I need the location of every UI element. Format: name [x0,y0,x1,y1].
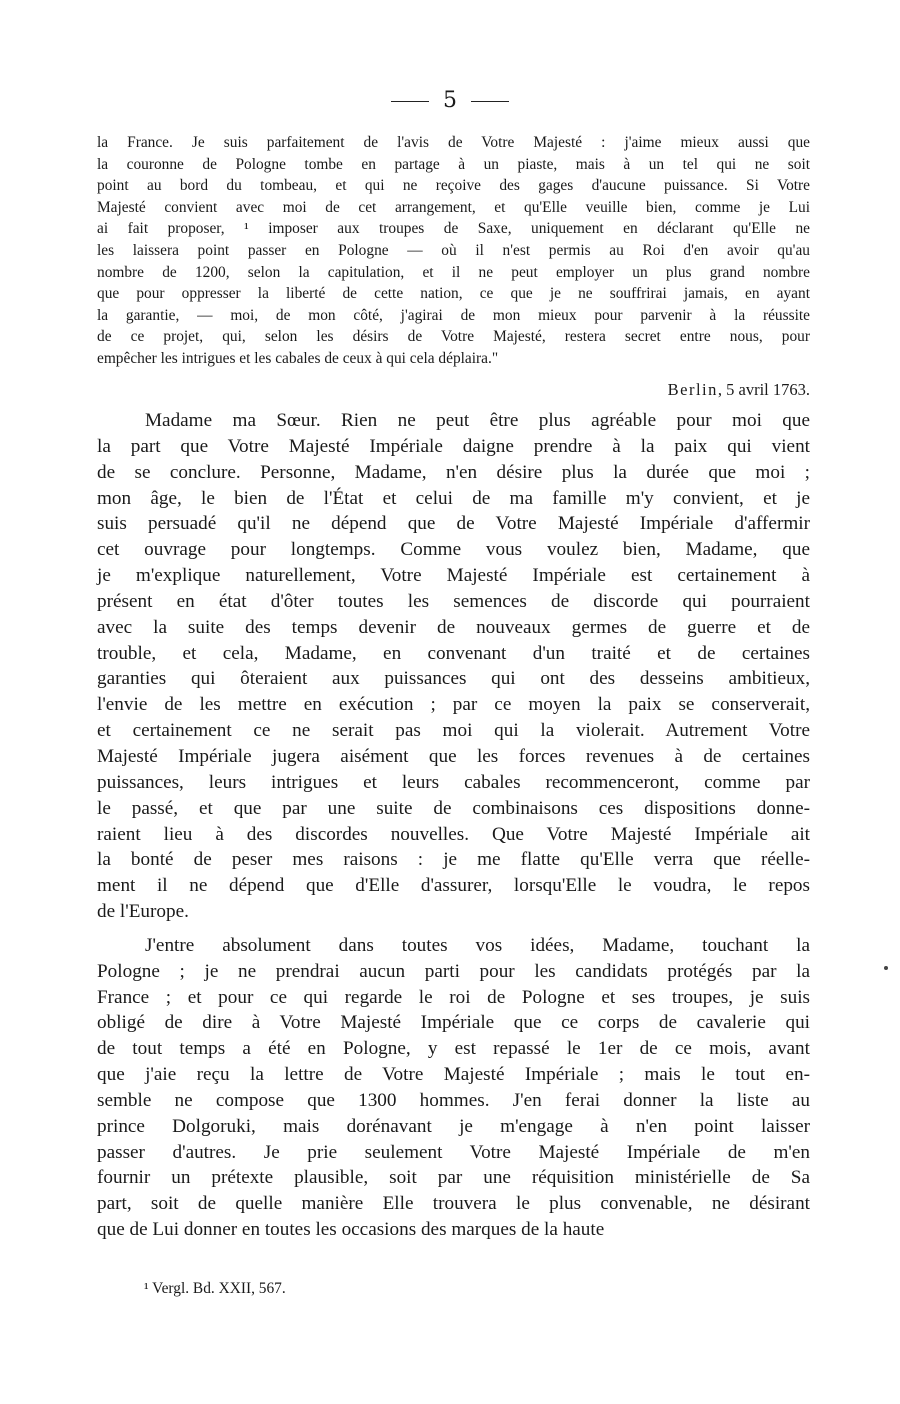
dateline-date: 5 avril 1763. [726,380,810,399]
paragraph-line: présent en état d'ôter toutes les semences de discorde qui pourraient [97,590,810,612]
paragraph-line: de l'Europe. [97,901,189,923]
paragraph-line: Madame ma Sœur. Rien ne peut être plus agréable pour moi que [145,410,810,431]
paragraph-line: Majesté Impériale jugera aisément que les forces revenues à de certaines [97,745,810,767]
paragraph-line: obligé de dire à Votre Majesté Impériale que ce corps de cavalerie qui [97,1012,810,1034]
paragraph-line: mon âge, le bien de l'État et celui de ma famille m'y convient, et je [97,487,810,509]
paragraph-line: la bonté de peser mes raisons : je me flatte qu'Elle verra que réelle- [97,849,810,871]
paragraph-line: France ; et pour ce qui regarde le roi de Pologne et ses troupes, je suis [97,986,810,1008]
paragraph-line: semble ne compose que 1300 hommes. J'en ferai donner la liste au [97,1089,810,1111]
paragraph-line: l'envie de les mettre en exécution ; par ce moyen la paix se conserverait, [97,694,810,716]
paragraph-line: que de Lui donner en toutes les occasions des marques de la haute [97,1219,605,1241]
page-header [0,88,900,113]
paragraph-gap [97,925,810,933]
paragraph-line: passer d'autres. Je prie seulement Votre Majesté Impériale de m'en [97,1141,810,1163]
paragraph-line: le passé, et que par une suite de combinaisons ces dispositions donne- [97,797,810,819]
paragraph-line: puissances, leurs intrigues et leurs cabales recommenceront, comme par [97,771,810,793]
paragraph-line: de se conclure. Personne, Madame, n'en désire plus la durée que moi ; [97,461,810,483]
letter-body [97,408,810,1243]
paragraph-line: raient lieu à des discordes nouvelles. Que Votre Majesté Impériale ait [97,823,810,845]
paragraph-line: je m'explique naturellement, Votre Majesté Impériale est certainement à [97,565,810,587]
dateline-sep: , [717,380,727,399]
paragraph-2 [97,933,810,1243]
paragraph-1 [97,408,810,925]
paragraph-line: et certainement ce ne serait pas moi qui la violerait. Autrement Votre [97,720,810,742]
paragraph-line: ment il ne dépend que d'Elle d'assurer, lorsqu'Elle le voudra, le repos [97,875,810,897]
excerpt-line: nombre de 1200, selon la capitulation, et il ne peut employer un plus grand nombre [97,263,810,281]
paragraph-line: garanties qui ôteraient aux puissances qui ont des desseins ambitieux, [97,668,810,690]
paragraph-line: que j'aie reçu la lettre de Votre Majesté Impériale ; mais le tout en- [97,1064,810,1086]
excerpt-line: la France. Je suis parfaitement de l'avis de Votre Majesté : j'aime mieux aussi que [97,134,810,151]
paragraph-line: cet ouvrage pour longtemps. Comme vous voulez bien, Madame, que [97,539,810,561]
excerpt-line: Majesté convient avec moi de cet arrangement, et qu'Elle veuille bien, comme je Lui [97,198,810,216]
paragraph-line: part, soit de quelle manière Elle trouvera le plus convenable, ne désirant [97,1193,810,1215]
letter-excerpt [97,132,810,370]
footnote: ¹ Vergl. Bd. XXII, 567. [144,1280,286,1297]
excerpt-line: la couronne de Pologne tombe en partage à un piaste, mais à un tel qui ne soit [97,155,810,173]
excerpt-line: que pour oppresser la liberté de cette nation, ce que je ne souffrirai jamais, en ayant [97,285,810,303]
header-rule-left [391,101,429,102]
excerpt-line: les laissera point passer en Pologne — où il n'est permis au Roi d'en avoir qu'au [97,241,810,259]
page-number: 5 [443,88,457,113]
excerpt-line: la garantie, — moi, de mon côté, j'agirai de mon mieux pour parvenir à la réussite [97,306,810,324]
paragraph-line: avec la suite des temps devenir de nouveaux germes de guerre et de [97,616,810,638]
excerpt-line: de ce projet, qui, selon les désirs de Votre Majesté, restera secret entre nous, pour [97,328,810,346]
header-rule-right [471,101,509,102]
paragraph-line: fournir un prétexte plausible, soit par une réquisition ministérielle de Sa [97,1167,810,1189]
paragraph-line: J'entre absolument dans toutes vos idées, Madame, touchant la [145,934,810,956]
excerpt-line: point au bord du tombeau, et qui ne reçoive des gages d'aucune puissance. Si Votre [97,177,810,195]
dateline [668,380,810,400]
paragraph-line: trouble, et cela, Madame, en convenant d'un traité et de certaines [97,642,810,664]
paragraph-line: la part que Votre Majesté Impériale daigne prendre à la paix qui vient [97,435,810,457]
paragraph-line: Pologne ; je ne prendrai aucun parti pour les candidats protégés par la [97,960,810,982]
paragraph-line: de tout temps a été en Pologne, y est repassé le 1er de ce mois, avant [97,1038,810,1060]
paragraph-line: prince Dolgoruki, mais dorénavant je m'engage à n'en point laisser [97,1115,810,1137]
excerpt-line: empêcher les intrigues et les cabales de ceux à qui cela déplaira." [97,349,499,367]
paragraph-line: suis persuadé qu'il ne dépend que de Votre Majesté Impériale d'affermir [97,513,810,535]
excerpt-line: ai fait proposer, ¹ imposer aux troupes de Saxe, uniquement en déclarant qu'Elle ne [97,220,810,238]
dateline-place: Berlin [667,380,718,399]
margin-mark [884,966,888,970]
